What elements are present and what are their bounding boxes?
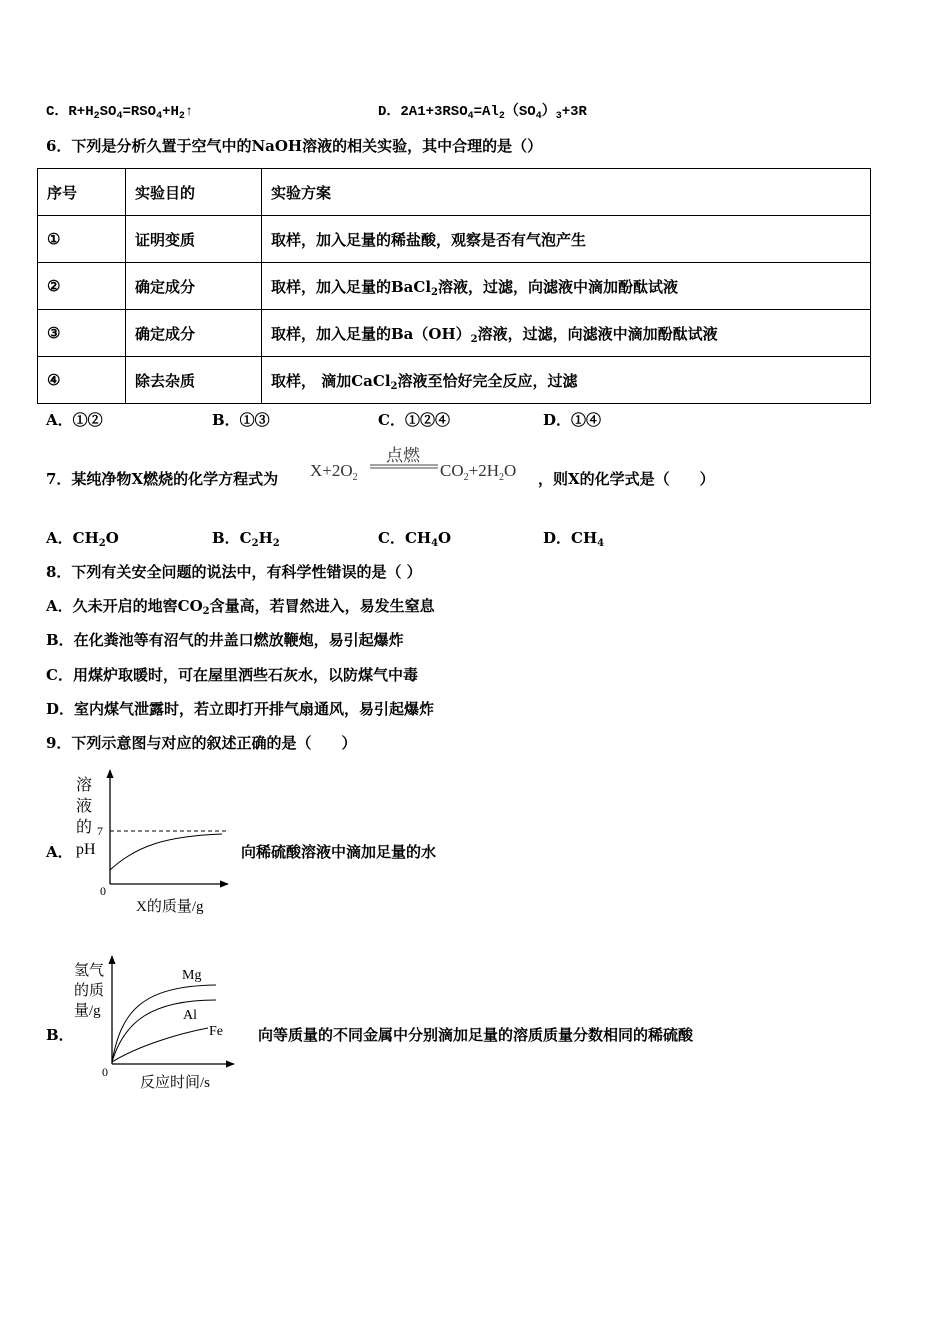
chart-b-label-al: Al <box>183 1008 197 1023</box>
row-no: ③ <box>38 310 126 357</box>
q7-a-sub: 2 <box>98 538 106 549</box>
table-row <box>38 216 871 263</box>
chart-b-series-mg <box>112 985 216 1062</box>
q9-a-label: A． <box>46 843 73 861</box>
q8-option-b: B．在化粪池等有沼气的井盖口燃放鞭炮，易引起爆炸 <box>46 631 404 649</box>
table-row <box>38 263 871 310</box>
q5-c-mid2: =RSO <box>122 104 157 120</box>
q6-option-c: C．①②④ <box>378 411 450 429</box>
row-plan-sub: 2 <box>470 333 478 345</box>
q7-c-end: O <box>438 529 452 547</box>
row-goal: 确定成分 <box>126 310 262 357</box>
eq-right-sub1: 2 <box>463 472 469 483</box>
q7-equation <box>310 442 540 498</box>
chart-a-origin: 0 <box>100 884 106 898</box>
q6-option-a: A．①② <box>46 411 103 429</box>
q8-option-d: D．室内煤气泄露时，若立即打开排气扇通风，易引起爆炸 <box>46 700 435 718</box>
eq-right-a: CO <box>440 461 464 480</box>
row-plan <box>262 357 871 404</box>
q7-b-mid: H <box>258 529 273 547</box>
row-plan <box>262 310 871 357</box>
q6-experiment-table <box>37 168 871 404</box>
header-plan: 实验方案 <box>262 169 871 216</box>
row-plan-a: 取样，加入足量的BaCl <box>271 277 432 296</box>
q5-d-sub1: 4 <box>467 111 474 122</box>
row-no: ④ <box>38 357 126 404</box>
eq-right-sub2: 2 <box>499 472 504 483</box>
q5-c-sub1: 2 <box>93 111 100 122</box>
q8-option-c: C．用煤炉取暖时，可在屋里洒些石灰水，以防煤气中毒 <box>46 666 418 684</box>
row-no: ② <box>38 263 126 310</box>
chart-b-ylabel-1: 氢气 <box>74 963 105 979</box>
q5-d-sub3: 4 <box>535 111 542 122</box>
q5-d-prefix: D．2A1+3RSO <box>378 104 468 120</box>
q5-c-mid3: +H <box>162 104 179 120</box>
eq-right-c: O <box>504 461 517 480</box>
row-no: ① <box>38 216 126 263</box>
eq-left-sub: 2 <box>352 472 358 483</box>
row-plan-b: 溶液，过滤，向滤液中滴加酚酞试液 <box>477 324 718 343</box>
chart-a-curve <box>110 834 222 870</box>
q9-b-label: B． <box>46 1026 74 1044</box>
q7-stem-b: ，则X的化学式是（ ） <box>538 470 715 488</box>
table-row <box>38 310 871 357</box>
q7-b-sub2: 2 <box>272 538 280 549</box>
chart-a-ylabel-2: 液 <box>76 798 93 815</box>
row-plan-b: 溶液至恰好完全反应，过滤 <box>397 371 578 390</box>
q7-d-main: D．CH <box>543 529 598 547</box>
chart-a-ylabel-3: 的 <box>76 819 93 836</box>
q7-c-main: C．CH <box>378 529 432 547</box>
q5-c-sub4: 2 <box>178 111 185 122</box>
row-plan-a: 取样，加入足量的稀盐酸，观察是否有气泡产生 <box>271 230 587 249</box>
chart-b-origin: 0 <box>102 1065 108 1079</box>
q5-c-mid: SO <box>99 104 117 120</box>
q9-chart-b <box>66 952 241 1092</box>
q7-option-c <box>378 528 451 548</box>
q7-a-end: O <box>105 529 119 547</box>
q5-d-end: +3R <box>561 104 587 120</box>
q8-stem: 8．下列有关安全问题的说法中，有科学性错误的是（ ） <box>46 563 422 581</box>
table-header-row <box>38 169 871 216</box>
q6-stem: 6．下列是分析久置于空气中的NaOH溶液的相关实验，其中合理的是（） <box>46 137 543 155</box>
q7-b-sub1: 2 <box>251 538 259 549</box>
q5-c-prefix: C．R+H <box>46 104 94 120</box>
q7-option-a <box>46 528 119 548</box>
q8-a-1: A．久未开启的地窖CO <box>46 597 203 615</box>
q5-c-sub2: 4 <box>116 111 123 122</box>
q9-a-text: 向稀硫酸溶液中滴加足量的水 <box>241 843 437 861</box>
row-goal: 证明变质 <box>126 216 262 263</box>
q5-option-d <box>378 102 587 122</box>
q8-a-2: 含量高，若冒然进入，易发生窒息 <box>209 597 435 615</box>
eq-right-b: +2H <box>468 461 499 480</box>
q5-c-sub3: 4 <box>156 111 163 122</box>
q7-d-sub: 4 <box>597 538 605 549</box>
header-goal: 实验目的 <box>126 169 262 216</box>
row-goal: 确定成分 <box>126 263 262 310</box>
row-plan-sub: 2 <box>431 286 439 298</box>
q7-option-b <box>212 528 280 548</box>
eq-left-main: X+2O <box>310 461 353 480</box>
eq-condition: 点燃 <box>386 446 420 465</box>
row-plan-a: 取样， 滴加CaCl <box>271 371 391 390</box>
row-plan-a: 取样，加入足量的Ba（OH） <box>271 324 471 343</box>
q7-a-main: A．CH <box>46 529 99 547</box>
q7-b-main: B．C <box>212 529 252 547</box>
q5-d-mid3: ） <box>541 104 556 120</box>
row-plan-b: 溶液，过滤，向滤液中滴加酚酞试液 <box>438 277 679 296</box>
chart-a-ylabel-1: 溶 <box>76 777 93 794</box>
table-row <box>38 357 871 404</box>
row-plan <box>262 216 871 263</box>
chart-b-xlabel: 反应时间/s <box>140 1075 211 1091</box>
q8-a-sub: 2 <box>202 606 210 617</box>
q8-option-a <box>46 596 435 616</box>
chart-a-xlabel: X的质量/g <box>136 899 204 915</box>
q9-b-text: 向等质量的不同金属中分别滴加足量的溶质质量分数相同的稀硫酸 <box>258 1026 694 1044</box>
chart-a-ref-tick: 7 <box>97 824 103 838</box>
q9-stem: 9．下列示意图与对应的叙述正确的是（ ） <box>46 734 357 752</box>
header-no: 序号 <box>38 169 126 216</box>
q5-d-sub2: 2 <box>498 111 505 122</box>
chart-b-ylabel-2: 的质 <box>74 983 105 999</box>
q6-option-d: D．①④ <box>543 411 602 429</box>
q7-stem-a: 7．某纯净物X燃烧的化学方程式为 <box>46 470 279 488</box>
chart-b-ylabel-3: 量/g <box>74 1003 101 1019</box>
chart-a-ylabel-ph: pH <box>76 841 96 858</box>
q9-chart-a <box>66 766 236 916</box>
eq-right <box>440 461 516 483</box>
row-plan-sub: 2 <box>390 380 398 392</box>
eq-left <box>310 461 358 483</box>
chart-b-label-mg: Mg <box>182 968 202 983</box>
q5-option-c <box>46 102 193 122</box>
gas-arrow-icon: ↑ <box>184 104 194 120</box>
q7-option-d <box>543 528 604 548</box>
q5-d-mid: =Al <box>473 104 499 120</box>
q6-option-b: B．①③ <box>212 411 270 429</box>
q5-d-mid2: （SO <box>504 104 536 120</box>
q5-d-sub4: 3 <box>555 111 562 122</box>
row-goal: 除去杂质 <box>126 357 262 404</box>
chart-b-series-al <box>112 1000 216 1062</box>
chart-b-label-fe: Fe <box>209 1024 223 1039</box>
q7-c-sub: 4 <box>431 538 439 549</box>
row-plan <box>262 263 871 310</box>
